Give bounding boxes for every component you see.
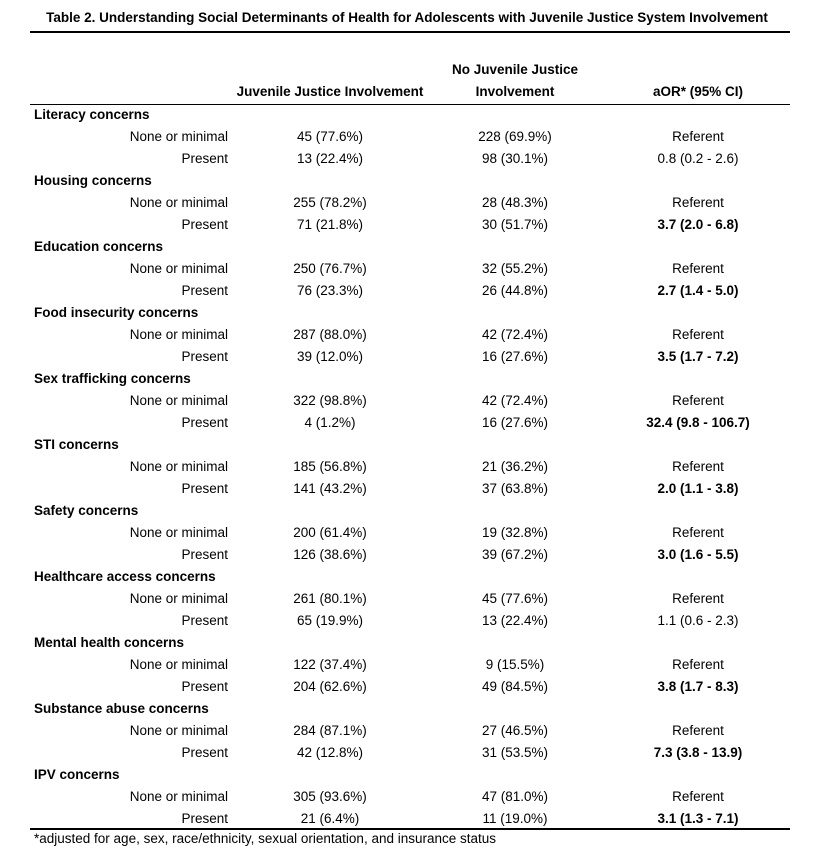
nojj-value: 37 (63.8%) xyxy=(481,481,549,496)
nojj-value: 9 (15.5%) xyxy=(485,657,545,672)
table-row xyxy=(0,148,814,170)
aor-value: 2.7 (1.4 - 5.0) xyxy=(657,283,739,298)
aor-value: 3.0 (1.6 - 5.5) xyxy=(657,547,739,562)
jj-value: 13 (22.4%) xyxy=(296,151,364,166)
bottom-rule xyxy=(30,828,790,830)
nojj-value: 98 (30.1%) xyxy=(481,151,549,166)
row-label: Present xyxy=(181,217,228,232)
group-row xyxy=(0,566,814,588)
aor-value: Referent xyxy=(672,789,724,804)
row-label: Present xyxy=(181,613,228,628)
jj-value: 4 (1.2%) xyxy=(304,415,356,430)
jj-value: 284 (87.1%) xyxy=(293,723,367,738)
nojj-value: 13 (22.4%) xyxy=(481,613,549,628)
nojj-value: 42 (72.4%) xyxy=(481,327,549,342)
table-row xyxy=(0,588,814,610)
row-label: Present xyxy=(181,811,228,826)
nojj-value: 11 (19.0%) xyxy=(482,811,548,826)
group-row xyxy=(0,170,814,192)
nojj-value: 49 (84.5%) xyxy=(481,679,549,694)
row-label: Present xyxy=(181,679,228,694)
jj-value: 141 (43.2%) xyxy=(293,481,367,496)
row-label: None or minimal xyxy=(129,723,228,738)
nojj-value: 19 (32.8%) xyxy=(481,525,549,540)
aor-value: Referent xyxy=(672,327,724,342)
jj-value: 42 (12.8%) xyxy=(296,745,364,760)
table-row xyxy=(0,456,814,478)
jj-value: 287 (88.0%) xyxy=(293,327,367,342)
table-row xyxy=(0,478,814,500)
row-label: Present xyxy=(181,151,228,166)
row-label: None or minimal xyxy=(129,261,228,276)
nojj-value: 31 (53.5%) xyxy=(481,745,549,760)
row-label: None or minimal xyxy=(129,195,228,210)
jj-value: 255 (78.2%) xyxy=(293,195,367,210)
table-row xyxy=(0,522,814,544)
table-row xyxy=(0,742,814,764)
nojj-value: 28 (48.3%) xyxy=(481,195,549,210)
row-label: None or minimal xyxy=(129,657,228,672)
table-row xyxy=(0,544,814,566)
row-label: Present xyxy=(181,481,228,496)
jj-value: 322 (98.8%) xyxy=(293,393,367,408)
group-row xyxy=(0,236,814,258)
aor-value: 1.1 (0.6 - 2.3) xyxy=(657,613,739,628)
header-aor: aOR* (95% CI) xyxy=(652,84,744,99)
aor-value: 2.0 (1.1 - 3.8) xyxy=(657,481,739,496)
jj-value: 126 (38.6%) xyxy=(293,547,367,562)
table-row xyxy=(0,192,814,214)
group-label: Substance abuse concerns xyxy=(34,701,209,716)
row-label: Present xyxy=(181,283,228,298)
group-label: STI concerns xyxy=(34,437,119,452)
jj-value: 122 (37.4%) xyxy=(293,657,367,672)
table-body xyxy=(0,104,814,830)
group-row xyxy=(0,698,814,720)
group-label: Sex trafficking concerns xyxy=(34,371,191,386)
nojj-value: 16 (27.6%) xyxy=(481,415,549,430)
aor-value: 3.8 (1.7 - 8.3) xyxy=(657,679,739,694)
group-row xyxy=(0,434,814,456)
jj-value: 45 (77.6%) xyxy=(296,129,364,144)
jj-value: 21 (6.4%) xyxy=(300,811,360,826)
aor-value: Referent xyxy=(672,261,724,276)
group-row xyxy=(0,500,814,522)
nojj-value: 27 (46.5%) xyxy=(481,723,549,738)
nojj-value: 32 (55.2%) xyxy=(481,261,549,276)
aor-value: Referent xyxy=(672,723,724,738)
nojj-value: 21 (36.2%) xyxy=(481,459,549,474)
aor-value: Referent xyxy=(672,525,724,540)
table-row xyxy=(0,126,814,148)
row-label: Present xyxy=(181,415,228,430)
nojj-value: 42 (72.4%) xyxy=(481,393,549,408)
top-rule xyxy=(30,31,790,33)
table-title: Table 2. Understanding Social Determinants of Health for Adolescents with Juvenile Justice System Involvement xyxy=(46,10,768,25)
nojj-value: 30 (51.7%) xyxy=(481,217,549,232)
aor-value: Referent xyxy=(672,459,724,474)
row-label: None or minimal xyxy=(129,525,228,540)
jj-value: 250 (76.7%) xyxy=(293,261,367,276)
table-row xyxy=(0,412,814,434)
jj-value: 65 (19.9%) xyxy=(296,613,364,628)
jj-value: 76 (23.3%) xyxy=(296,283,364,298)
jj-value: 261 (80.1%) xyxy=(293,591,367,606)
table-row xyxy=(0,258,814,280)
aor-value: Referent xyxy=(672,195,724,210)
aor-value: Referent xyxy=(672,657,724,672)
row-label: Present xyxy=(181,745,228,760)
table-row xyxy=(0,654,814,676)
group-label: IPV concerns xyxy=(34,767,120,782)
row-label: None or minimal xyxy=(129,459,228,474)
table-row xyxy=(0,280,814,302)
jj-value: 71 (21.8%) xyxy=(296,217,364,232)
table-row xyxy=(0,214,814,236)
jj-value: 305 (93.6%) xyxy=(293,789,367,804)
group-label: Education concerns xyxy=(34,239,164,254)
aor-value: 7.3 (3.8 - 13.9) xyxy=(653,745,743,760)
row-label: Present xyxy=(181,349,228,364)
jj-value: 39 (12.0%) xyxy=(296,349,364,364)
nojj-value: 47 (81.0%) xyxy=(481,789,549,804)
group-row xyxy=(0,104,814,126)
table-row xyxy=(0,346,814,368)
group-label: Healthcare access concerns xyxy=(34,569,216,584)
jj-value: 185 (56.8%) xyxy=(293,459,367,474)
aor-value: Referent xyxy=(672,393,724,408)
header-nojj-line1: No Juvenile Justice xyxy=(451,62,579,77)
group-label: Safety concerns xyxy=(34,503,139,518)
table-row xyxy=(0,720,814,742)
jj-value: 200 (61.4%) xyxy=(293,525,367,540)
aor-value: 3.7 (2.0 - 6.8) xyxy=(657,217,739,232)
group-label: Mental health concerns xyxy=(34,635,185,650)
table-row xyxy=(0,676,814,698)
row-label: None or minimal xyxy=(129,129,228,144)
table-row xyxy=(0,808,814,830)
nojj-value: 26 (44.8%) xyxy=(481,283,549,298)
header-jj: Juvenile Justice Involvement xyxy=(236,84,424,99)
group-label: Housing concerns xyxy=(34,173,152,188)
aor-value: 3.5 (1.7 - 7.2) xyxy=(657,349,739,364)
row-label: Present xyxy=(181,547,228,562)
aor-value: 3.1 (1.3 - 7.1) xyxy=(657,811,739,826)
nojj-value: 39 (67.2%) xyxy=(481,547,549,562)
group-label: Food insecurity concerns xyxy=(34,305,199,320)
group-row xyxy=(0,764,814,786)
table-row xyxy=(0,390,814,412)
table-row xyxy=(0,324,814,346)
row-label: None or minimal xyxy=(129,327,228,342)
table-row xyxy=(0,610,814,632)
row-label: None or minimal xyxy=(129,591,228,606)
aor-value: Referent xyxy=(672,129,724,144)
nojj-value: 45 (77.6%) xyxy=(481,591,549,606)
header-nojj-line2: Involvement xyxy=(475,84,555,99)
aor-value: Referent xyxy=(672,591,724,606)
nojj-value: 228 (69.9%) xyxy=(478,129,552,144)
group-label: Literacy concerns xyxy=(34,107,150,122)
aor-value: 0.8 (0.2 - 2.6) xyxy=(657,151,739,166)
row-label: None or minimal xyxy=(129,393,228,408)
nojj-value: 16 (27.6%) xyxy=(481,349,549,364)
jj-value: 204 (62.6%) xyxy=(293,679,367,694)
group-row xyxy=(0,368,814,390)
row-label: None or minimal xyxy=(129,789,228,804)
group-row xyxy=(0,302,814,324)
table-row xyxy=(0,786,814,808)
aor-value: 32.4 (9.8 - 106.7) xyxy=(646,415,750,430)
footnote: *adjusted for age, sex, race/ethnicity, sexual orientation, and insurance status xyxy=(34,831,497,846)
group-row xyxy=(0,632,814,654)
